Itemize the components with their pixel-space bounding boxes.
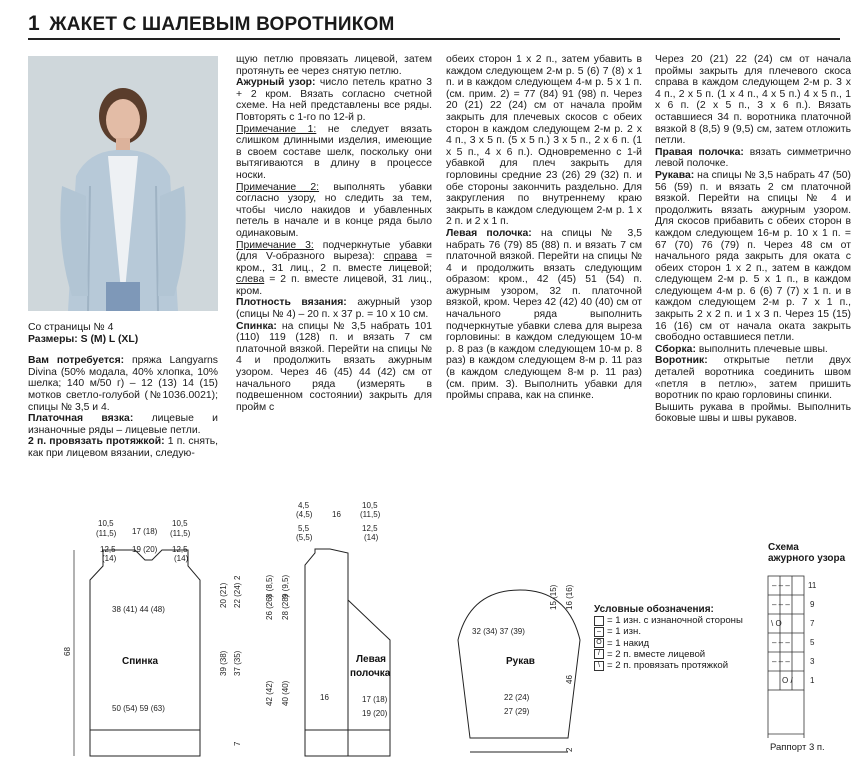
stitch2-text: 1 п. снять, как при лицевом вязании, следую- — [28, 436, 219, 459]
legend — [594, 604, 743, 671]
sleeve-bottom-2: 27 (29) — [504, 707, 530, 716]
front-h-collar1: 8 (8,5) — [265, 574, 274, 598]
left-front-label: Левая полочка: — [446, 227, 532, 239]
needs-text: пряжа Langyarns Divina (50% модала, 40% хлопка, 10% шелка; 140 м/50 г) – 12 (13) 14 (15) мотков светло-голубой (№1036.0021); спицы № 3,5 и 4. — [28, 355, 218, 413]
sleeve-cap-2: 16 (16) — [565, 584, 574, 610]
col4-last: Вышить рукава в проймы. Выполнить боковые швы и швы рукавов. — [655, 401, 851, 425]
note1-label: Примечание 1: — [236, 123, 317, 135]
legend-item — [594, 615, 743, 626]
back-name: Спинка — [122, 656, 159, 667]
skp-icon: \ — [594, 661, 604, 671]
front-top-b: 16 — [332, 510, 341, 519]
back-dim-tl1: 10,5 — [98, 519, 114, 528]
schema-title-1: Схема — [768, 542, 799, 553]
back-h-total: 68 — [63, 647, 72, 656]
sleeve-length: 46 — [565, 675, 574, 684]
col4-p1: Через 20 (21) 22 (24) см от начала проймы закрыть для плечевого скоса справа в каждом следующем 2-м р. 3 x 4 п., 2 x 5 п. (1 x 4 п., 4 x 5 п.) 4 x 5 п., 1 x 6 п. (2 x 5 п., 3 x 6 п.). Вязать оставшиеся 34 п. воротника платочной вязкой 8 (8,5) 9 (9,5) см, затем отложить петли. — [655, 54, 851, 147]
schema-cell: – – – — [772, 581, 790, 590]
col3-p1: обеих сторон 1 x 2 п., затем убавить в каждом следующем 2-м р. 5 (6) 7 (8) x 1 п. и в каждом следующем 4-м р. 5 x 1 п. (см. прим. 2) = 77 (84) 91 (98) п. Через 20 (21) 22 (24) см от начала пройм закрыть для плечевых скосов с обеих сторон в каждом следующем 2-м р. 2 x 4 п., 3 x 5 п. (5 x 5 п.) 3 x 5 п., 2 x 6 п. (1 x 5 п., 4 x 6 п.). Одновременно с 1-й убавкой для плеч закрыть для горловины средние 23 (26) 29 (32) п. и обе стороны закончить раздельно. Для закругления по внутреннему краю закрыть в каждом следующем 2-м р. 1 x 2 п. и 2 x 1 п. — [446, 54, 642, 228]
sleeve-band: 2 — [565, 747, 574, 752]
note2-text: выполнять убавки согласно узору, но следить за тем, чтобы число накидов и убавленных петель в начале и в конце ряда было одинаковым. — [236, 181, 432, 239]
back-dim-tm: 17 (18) — [132, 527, 158, 536]
schema-cell: O / — [782, 676, 793, 685]
front-h-body1: 42 (42) — [265, 680, 274, 706]
back-h-band: 7 — [233, 741, 242, 746]
sleeve-width-top: 32 (34) 37 (39) — [472, 627, 525, 636]
note3-label: Примечание 3: — [236, 239, 314, 251]
right-front-label: Правая полочка: — [655, 146, 744, 158]
back-h-body2: 37 (35) — [233, 650, 242, 676]
legend-text: = 2 п. вместе лицевой — [607, 648, 706, 660]
note3-a: подчеркнутые убавки (для V-образного выреза): — [236, 239, 432, 263]
needs-label: Вам потребуется: — [28, 355, 125, 367]
note2-label: Примечание 2: — [236, 181, 320, 193]
note3-c: = 2 п. вместе лицевой, 31 лиц., кром. — [236, 274, 432, 297]
front-top-d1: 5,5 — [298, 524, 310, 533]
note3-b: = кром., 31 лиц., 2 п. вместе лицевой; — [236, 251, 433, 274]
note1-text: не следует вязать слишком длинными изделия, имеющие в своем составе шелк, поскольку они вытягиваются в длину в процессе носки. — [236, 123, 433, 181]
front-top-a1: 4,5 — [298, 501, 310, 510]
note3-right: справа — [383, 251, 418, 263]
schema-cell: – – – — [772, 600, 790, 609]
sizes-label: Размеры: S (M) L (XL) — [28, 333, 139, 345]
back-dim-tr2: (11,5) — [170, 529, 191, 538]
back-h-top: 2 — [233, 575, 242, 580]
back-dim-tr1: 10,5 — [172, 519, 188, 528]
article-heading: ЖАКЕТ С ШАЛЕВЫМ ВОРОТНИКОМ — [49, 14, 395, 35]
front-h-arm1: 26 (26) — [265, 594, 274, 620]
back-width-bottom: 50 (54) 59 (63) — [112, 704, 165, 713]
schema-cell: – – – — [772, 638, 790, 647]
openwork-text: число петель кратно 3 + 2 кром. Вязать согласно счетной схеме. На ней представлены все ряды. Повторять с 1-го по 12-й р. — [236, 77, 432, 123]
back-text: на спицы № 3,5 набрать 101 (110) 119 (128) п. и вязать 7 см платочной вязкой. Перейти на спицы № 4 и продолжить вязать ажурным узором. Через 46 (45) 44 (42) см от начального ряда (измерять в подвешенном состоянии) закрыть для пройм с — [236, 320, 432, 413]
collar-label: Воротник: — [655, 355, 708, 367]
schema-cell: – – – — [772, 657, 790, 666]
front-inner: 16 — [320, 693, 329, 702]
schema-title-2: ажурного узора — [768, 553, 846, 564]
sleeve-text: на спицы № 3,5 набрать 47 (50) 56 (59) п. и вязать 2 см платочной вязкой. Перейти на спицы № 4 и продолжить вязать ажурным узором. Для скосов прибавить с обеих сторон в каждом следующем 16-м р. 10 x 1 п. = 67 (70) 76 (79) п. Через 48 см от начального ряда закрыть для оката с обеих сторон 1 x 2 п., затем в каждом следующем 2-м р. 5 x 1 п., в каждом следующем 4-м р. 6 (6) 7 (7) x 1 п. и в каждом следующем 2-м р. 7 x 1 п., закрыть 2 x 2 п. и 1 x 3 п. Через 15 (15) 16 (16) см от начала оката закрыть свободно оставшиеся петли. — [655, 169, 852, 344]
schema-row-3: 3 — [810, 657, 815, 666]
legend-text: = 1 изн. — [607, 626, 641, 638]
back-label: Спинка: — [236, 320, 277, 332]
back-h-body1: 39 (38) — [219, 650, 228, 676]
legend-item — [594, 649, 743, 660]
rapport-label: Раппорт 3 п. — [770, 742, 825, 753]
back-dim-sr2: (14) — [174, 554, 189, 563]
k2tog-icon: / — [594, 649, 604, 659]
schema-row-7: 7 — [810, 619, 815, 628]
front-outline — [305, 549, 348, 756]
sleeve-cap-1: 15 (15) — [549, 584, 558, 610]
density-label: Плотность вязания: — [236, 297, 347, 309]
stitch1-text: лицевые и изнаночные ряды – лицевые петли. — [28, 413, 218, 436]
collar-text: открытые петли двух деталей воротника соединить швом «петля в петлю», затем пришить воротник по краю горловины спинки. — [655, 355, 851, 402]
legend-item — [594, 638, 743, 649]
note3-left: слева — [236, 274, 265, 286]
schema-row-11: 11 — [808, 581, 817, 590]
schema-row-1: 1 — [810, 676, 815, 685]
col2-p1: щую петлю провязать лицевой, затем протянуть ее через снятую петлю. — [236, 54, 432, 77]
front-top-e2: (14) — [364, 533, 379, 542]
back-width-mid: 38 (41) 44 (48) — [112, 605, 165, 614]
front-top-c1: 10,5 — [362, 501, 378, 510]
legend-item — [594, 626, 743, 637]
front-bottom-2: 19 (20) — [362, 709, 388, 718]
assembly-label: Сборка: — [655, 343, 696, 355]
front-top-e1: 12,5 — [362, 524, 378, 533]
legend-text: = 1 изн. с изнаночной стороны — [607, 615, 743, 627]
back-dim-sr1: 12,5 — [172, 545, 188, 554]
front-bottom-1: 17 (18) — [362, 695, 388, 704]
front-top-a2: (4,5) — [296, 510, 313, 519]
front-h-arm2: 28 (28) — [281, 594, 290, 620]
right-front-text: вязать симметрично левой полочке. — [655, 146, 851, 170]
sleeve-label: Рукава: — [655, 169, 695, 181]
legend-title: Условные обозначения: — [594, 604, 714, 615]
back-outline — [90, 550, 200, 756]
left-front-text: на спицы № 3,5 набрать 76 (79) 85 (88) п. и вязать 7 см платочной вязкой. Перейти на спицы № 4 и продолжить вязать следующим образом: кром., 42 (45) 51 (54) п. ажурным узором, 32 п. платочной вязкой, кром. Через 42 (42) 40 (40) см от начального ряда выполнить подчеркнутые убавки слева для выреза горловины: в каждом следующем 10-м р. 8 раз (в каждом следующем 10-м р. 8 раз) в каждом следующем 8-м р. 11 раз (в каждом следующем 8-м р. 11 раз) (см. прим. 3). Выполнить убавки для проймы справа, как на спинке. — [446, 227, 642, 402]
sleeve-name: Рукав — [506, 656, 535, 667]
front-name-2: полочка — [350, 668, 391, 679]
back-h-arm1: 20 (21) — [219, 582, 228, 608]
legend-item — [594, 660, 743, 671]
front-h-collar2: 9 (9,5) — [281, 574, 290, 598]
legend-text: = 1 накид — [607, 637, 650, 649]
schema-cell: \ O — [771, 619, 782, 628]
back-dim-sl2: (14) — [102, 554, 117, 563]
purl-ws-icon — [594, 616, 604, 626]
front-top-c2: (11,5) — [360, 510, 381, 519]
front-top-d2: (5,5) — [296, 533, 313, 542]
schema-row-5: 5 — [810, 638, 815, 647]
openwork-label: Ажурный узор: — [236, 77, 316, 89]
schema-title — [768, 542, 845, 564]
purl-icon: – — [594, 627, 604, 637]
legend-text: = 2 п. провязать протяжкой — [607, 660, 729, 672]
sleeve-bottom-1: 22 (24) — [504, 693, 530, 702]
front-h-body2: 40 (40) — [281, 680, 290, 706]
schema-row-9: 9 — [810, 600, 815, 609]
density-text: ажурный узор (спицы № 4) – 20 п. x 37 р. = 10 x 10 см. — [236, 297, 432, 321]
yarn-over-icon: O — [594, 638, 604, 648]
stitch1-label: Платочная вязка: — [28, 413, 134, 425]
back-dim-tl2: (11,5) — [96, 529, 117, 538]
assembly-text: выполнить плечевые швы. — [698, 343, 828, 355]
back-dim-sl1: 12,5 — [100, 545, 116, 554]
front-name-1: Левая — [356, 654, 386, 665]
from-page: Со страницы № 4 — [28, 322, 114, 333]
stitch2-label: 2 п. провязать протяжкой: — [28, 436, 165, 448]
back-h-arm2: 22 (24) — [233, 582, 242, 608]
back-dim-sm: 19 (20) — [132, 545, 158, 554]
article-number: 1 — [28, 12, 40, 35]
